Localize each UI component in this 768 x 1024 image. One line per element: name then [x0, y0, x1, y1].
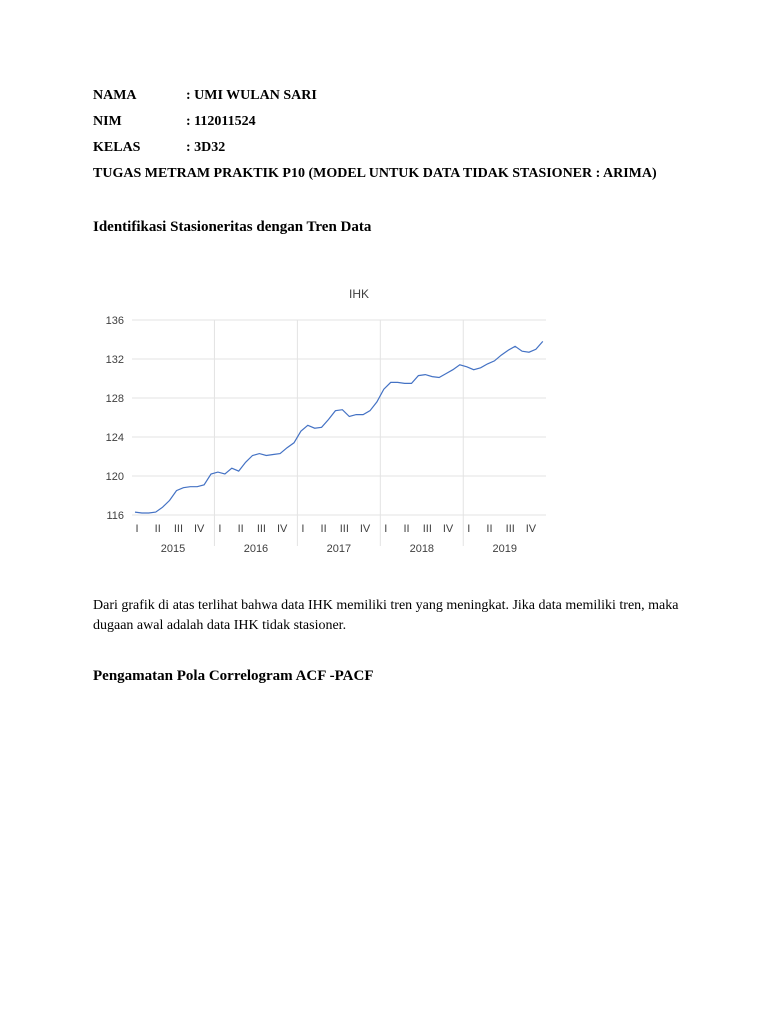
- ihk-data-point: [486, 363, 488, 365]
- ihk-data-point: [231, 467, 233, 469]
- ihk-data-point: [521, 350, 523, 352]
- name-label: NAMA: [93, 88, 137, 103]
- quarter-tick-label: IV: [194, 523, 205, 535]
- ihk-data-point: [542, 340, 544, 342]
- quarter-tick-label: II: [237, 523, 244, 535]
- ihk-line-chart: [90, 278, 560, 560]
- ihk-data-point: [396, 381, 398, 383]
- ihk-data-point: [168, 499, 170, 501]
- ihk-data-point: [410, 382, 412, 384]
- ihk-data-point: [452, 369, 454, 371]
- year-label: 2019: [492, 543, 518, 555]
- ihk-data-point: [438, 376, 440, 378]
- ihk-data-point: [134, 511, 136, 513]
- quarter-tick-label: IV: [525, 523, 537, 535]
- section-heading-stationarity: Identifikasi Stasioneritas dengan Tren Data: [93, 219, 372, 235]
- ihk-data-point: [265, 454, 267, 456]
- ihk-data-point: [161, 506, 163, 508]
- ihk-data-point: [355, 413, 357, 415]
- year-label: 2018: [409, 543, 435, 555]
- ihk-data-point: [258, 452, 260, 454]
- quarter-tick-label: III: [505, 523, 515, 535]
- ihk-data-point: [148, 512, 150, 514]
- task-title: TUGAS METRAM PRAKTIK P10 (MODEL UNTUK DATA TIDAK STASIONER : ARIMA): [93, 166, 657, 181]
- ihk-data-point: [493, 360, 495, 362]
- ihk-data-point: [479, 367, 481, 369]
- ihk-data-point: [431, 375, 433, 377]
- year-label: 2015: [160, 543, 186, 555]
- ihk-data-point: [217, 471, 219, 473]
- year-label: 2017: [326, 543, 352, 555]
- year-label: 2016: [243, 543, 269, 555]
- y-tick-label: 120: [105, 471, 124, 483]
- ihk-data-point: [376, 401, 378, 403]
- ihk-data-point: [445, 372, 447, 374]
- ihk-data-point: [327, 418, 329, 420]
- ihk-data-point: [528, 351, 530, 353]
- quarter-tick-label: II: [154, 523, 161, 535]
- ihk-data-point: [244, 461, 246, 463]
- class-row: [93, 140, 225, 156]
- quarter-tick-label: III: [173, 523, 184, 535]
- quarter-tick-label: I: [301, 523, 305, 535]
- ihk-data-point: [459, 364, 461, 366]
- ihk-data-point: [369, 409, 371, 411]
- y-tick-label: 128: [105, 393, 124, 405]
- ihk-data-point: [272, 453, 274, 455]
- quarter-tick-label: I: [384, 523, 388, 535]
- nim-value: : 112011524: [186, 114, 256, 129]
- ihk-data-point: [334, 409, 336, 411]
- ihk-data-point: [307, 424, 309, 426]
- ihk-data-point: [500, 354, 502, 356]
- ihk-data-point: [196, 486, 198, 488]
- quarter-tick-label: II: [403, 523, 410, 535]
- ihk-data-point: [182, 487, 184, 489]
- quarter-tick-label: III: [339, 523, 349, 535]
- quarter-tick-label: I: [135, 523, 139, 535]
- ihk-data-point: [403, 382, 405, 384]
- quarter-tick-label: I: [218, 523, 222, 535]
- y-tick-label: 132: [105, 354, 124, 366]
- quarter-tick-label: IV: [276, 523, 288, 535]
- ihk-data-point: [300, 430, 302, 432]
- chart-title: IHK: [348, 287, 370, 301]
- analysis-paragraph: Dari grafik di atas terlihat bahwa data IHK memiliki tren yang meningkat. Jika data memiliki tren, maka dugaan awal adalah data IHK tidak stasioner.: [93, 598, 679, 633]
- ihk-data-point: [466, 366, 468, 368]
- nim-label: NIM: [93, 114, 122, 129]
- y-tick-label: 116: [106, 510, 124, 522]
- ihk-data-point: [424, 373, 426, 375]
- ihk-data-point: [417, 374, 419, 376]
- y-tick-label: 124: [105, 432, 124, 444]
- ihk-data-point: [279, 452, 281, 454]
- ihk-data-point: [141, 512, 143, 514]
- quarter-tick-label: III: [422, 523, 432, 535]
- name-value: : UMI WULAN SARI: [186, 88, 317, 103]
- ihk-data-point: [203, 484, 205, 486]
- ihk-data-point: [507, 349, 509, 351]
- ihk-data-point: [175, 489, 177, 491]
- ihk-data-point: [189, 486, 191, 488]
- ihk-data-point: [320, 426, 322, 428]
- y-tick-label: 136: [105, 315, 124, 327]
- ihk-data-point: [293, 442, 295, 444]
- quarter-tick-label: IV: [359, 523, 371, 535]
- ihk-data-point: [348, 415, 350, 417]
- section-heading-correlogram: Pengamatan Pola Correlogram ACF -PACF: [93, 668, 374, 684]
- ihk-data-point: [341, 409, 343, 411]
- ihk-data-point: [314, 427, 316, 429]
- ihk-data-point: [286, 447, 288, 449]
- quarter-tick-label: II: [320, 523, 327, 535]
- ihk-data-point: [155, 511, 157, 513]
- class-value: : 3D32: [186, 140, 226, 155]
- class-label: KELAS: [93, 140, 141, 155]
- nim-row: [93, 114, 256, 130]
- quarter-tick-label: IV: [442, 523, 454, 535]
- ihk-data-point: [362, 413, 364, 415]
- ihk-data-point: [390, 381, 392, 383]
- quarter-tick-label: I: [467, 523, 471, 535]
- ihk-data-point: [224, 473, 226, 475]
- ihk-data-point: [251, 454, 253, 456]
- ihk-data-point: [237, 470, 239, 472]
- ihk-data-point: [383, 388, 385, 390]
- ihk-data-point: [210, 473, 212, 475]
- ihk-data-point: [472, 369, 474, 371]
- ihk-data-point: [535, 348, 537, 350]
- quarter-tick-label: II: [486, 523, 493, 535]
- ihk-data-point: [514, 345, 516, 347]
- name-row: [93, 88, 317, 104]
- quarter-tick-label: III: [256, 523, 266, 535]
